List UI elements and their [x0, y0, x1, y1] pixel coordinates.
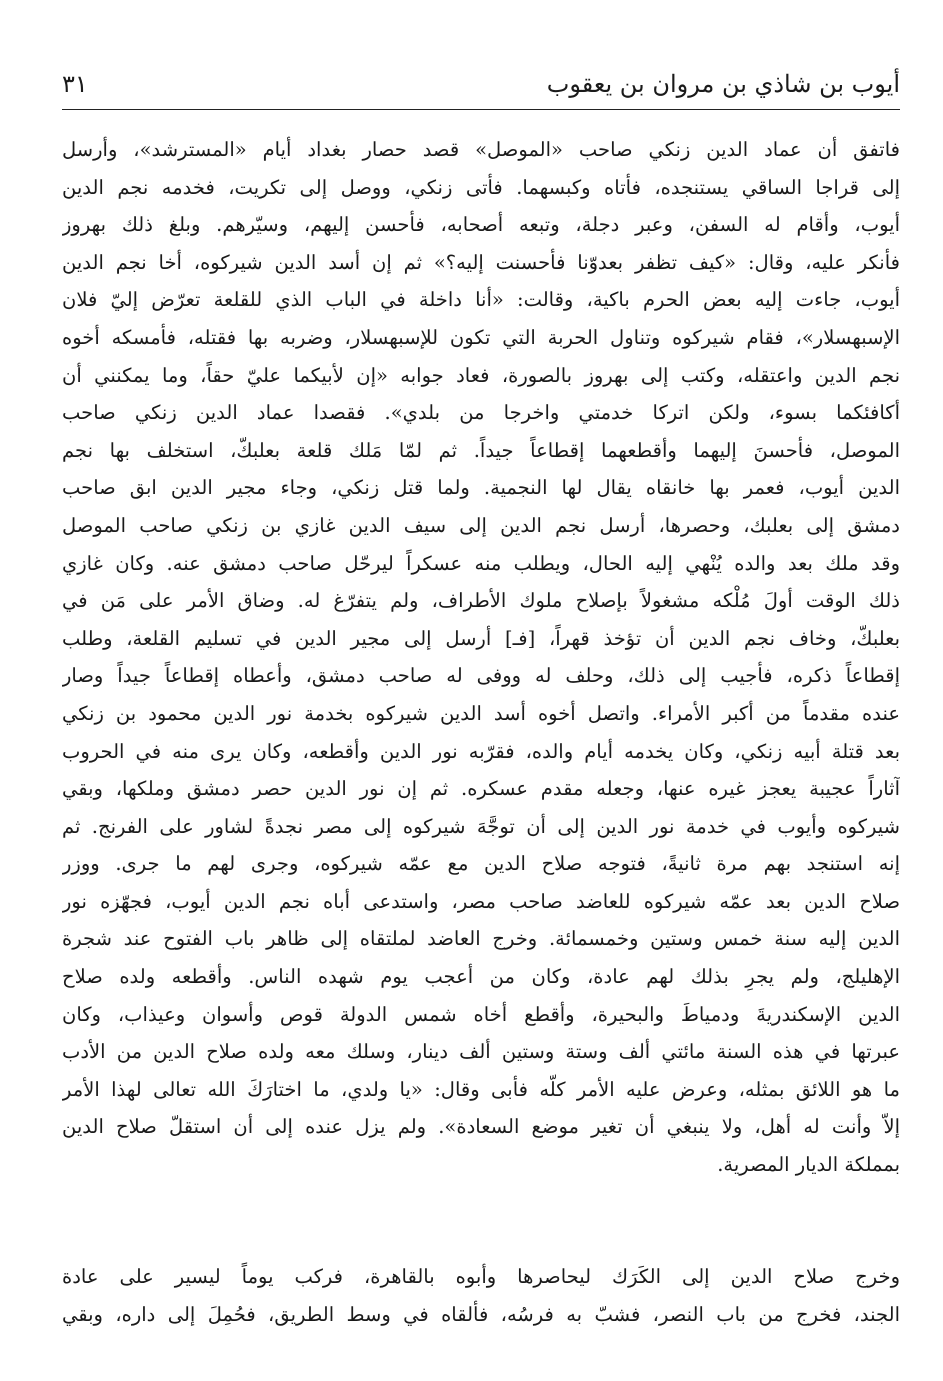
text-line: الدين إليه سنة خمس وستين وخمسمائة. وخرج العاضد لملتقاه إلى ظاهر باب الفتوح عند شجرة: [62, 927, 900, 951]
text-line: أكافئكما بسوء، ولكن اتركا خدمتي واخرجا من بلدي». فقصدا عماد الدين زنكي صاحب: [62, 401, 900, 425]
text-line: أيوب، وأقام له السفن، وعبر دجلة، وتبعه أصحابه، فأحسن إليهم، وسيّرهم. وبلغ ذلك بهروز: [62, 213, 900, 237]
text-line: الموصل، فأحسنَ إليهما وأقطعهما إقطاعاً جيداً. ثم لمّا مَلك قلعة بعلبكّ، استخلف بها نجم: [62, 438, 900, 462]
text-line: الدين الإسكندريةَ ودمياطَ والبحيرة، وأقطع أخاه شمس الدولة قوص وأسوان وعيذاب، وكان: [62, 1002, 900, 1026]
header-rule: [62, 109, 900, 110]
text-line: وخرج صلاح الدين إلى الكَرَك ليحاصرها وأبوه بالقاهرة، فركب يوماً ليسير على عادة: [62, 1265, 900, 1288]
text-line: نجم الدين واعتقله، وكتب إلى بهروز بالصورة، فعاد جوابه «إن لأبيكما عليّ حقاً، وما يمكنني أن: [62, 363, 900, 387]
text-line: الإهليلج، ولم يجرِ بذلك لهم عادة، وكان من أعجب يوم شهده الناس. وأقطعه ولده صلاح: [62, 965, 900, 989]
text-line: بعلبكّ، وخاف نجم الدين أن تؤخذ قهراً، [فـ] أرسل إلى مجير الدين في تسليم القلعة، وطلب: [62, 626, 900, 650]
text-line: بمملكة الديار المصرية.: [717, 1153, 900, 1177]
text-line: صلاح الدين بعد عمّه شيركوه للعاضد صاحب مصر، واستدعى أباه نجم الدين أيوب، فجهّزه نور: [62, 889, 900, 913]
text-line: الإسبهسلار»، فقام شيركوه وتناول الحربة التي تكون للإسبهسلار، وضربه بها فقتله، فأمسكه أخوه: [62, 325, 900, 349]
page-number: ٣١: [62, 70, 88, 98]
text-line: بعد قتلة أبيه زنكي، وكان يخدمه أيام والده، فقرّبه نور الدين وأقطعه، وكان يرى منه في الحروب: [62, 739, 900, 763]
text-line: فأنكر عليه، وقال: «كيف تظفر بعدوّنا فأحسنت إليه؟» ثم إن أسد الدين شيركوه، أخا نجم الدين: [62, 250, 900, 274]
text-line: أيوب، جاءت إليه بعض الحرم باكية، وقالت: «أنا داخلة في الباب الذي للقلعة تعرّض إليّ فلان: [62, 288, 900, 312]
text-line: ما هو اللائق بمثله، وعرض عليه الأمر كلّه فأبى وقال: «يا ولدي، ما اختارَكَ الله تعالى لهذا الأمر: [62, 1077, 900, 1101]
paragraph-2: [62, 1258, 900, 1333]
text-line: آثاراً عجيبة يعجز غيره عنها، وجعله مقدم عسكره. ثم إن نور الدين حصر دمشق وملكها، وبقي: [62, 777, 900, 801]
text-line: ذلك الوقت أولَ مُلْكه مشغولاً بإصلاح ملوك الأطراف، ولم يتفرّغ له. وضاق الأمر على مَن في: [62, 589, 900, 613]
text-line: إقطاعاً ذكره، فأجيب إلى ذلك، وحلف له ووفى له صاحب دمشق، وأعطاه إقطاعاً جيداً وصار: [62, 664, 900, 688]
running-title: أيوب بن شاذي بن مروان بن يعقوب: [546, 70, 900, 98]
text-line: عبرتها في هذه السنة مائتي ألف وستة وستين ألف دينار، وسلك معه ولده صلاح الدين من الأدب: [62, 1040, 900, 1064]
page-header: [62, 64, 900, 108]
text-line: عنده مقدماً من أكبر الأمراء. واتصل أخوه أسد الدين شيركوه بخدمة نور الدين محمود بن زنكي: [62, 701, 900, 725]
text-line: شيركوه وأيوب في خدمة نور الدين إلى أن توجَّهَ شيركوه إلى مصر نجدةً لشاور على الفرنج. ثم: [62, 814, 900, 838]
text-line: إلى قراجا الساقي يستنجده، فأتاه وكبسهما. فأتى زنكي، ووصل إلى تكريت، فخدمه نجم الدين: [62, 175, 900, 199]
text-line: وقد ملك بعد والده يُنْهي إليه الحال، ويطلب منه عسكراً ليرحّل صاحب دمشق عنه. وكان غازي: [62, 551, 900, 575]
text-line: الدين أيوب، فعمر بها خانقاه يقال لها النجمية. ولما قتل زنكي، وجاء مجير الدين ابق صاحب: [62, 476, 900, 500]
text-line: الجند، فخرج من باب النصر، فشبّ به فرسُه، فألقاه في وسط الطريق، فحُمِلَ إلى داره، وبقي: [62, 1302, 900, 1326]
text-line: فاتفق أن عماد الدين زنكي صاحب «الموصل» قصد حصار بغداد أيام «المسترشد»، وأرسل: [62, 138, 900, 161]
text-line: إلاّ وأنت له أهل، ولا ينبغي أن تغير موضع السعادة». ولم يزل عنده إلى أن استقلّ صلاح الدين: [62, 1115, 900, 1139]
text-line: إنه استنجد بهم مرة ثانيةً، فتوجه صلاح الدين مع عمّه شيركوه، وجرى لهم ما جرى. ووزر: [62, 852, 900, 876]
paragraph-1: [62, 131, 900, 1184]
text-line: دمشق إلى بعلبك، وحصرها، أرسل نجم الدين إلى سيف الدين غازي بن زنكي صاحب الموصل: [62, 513, 900, 537]
